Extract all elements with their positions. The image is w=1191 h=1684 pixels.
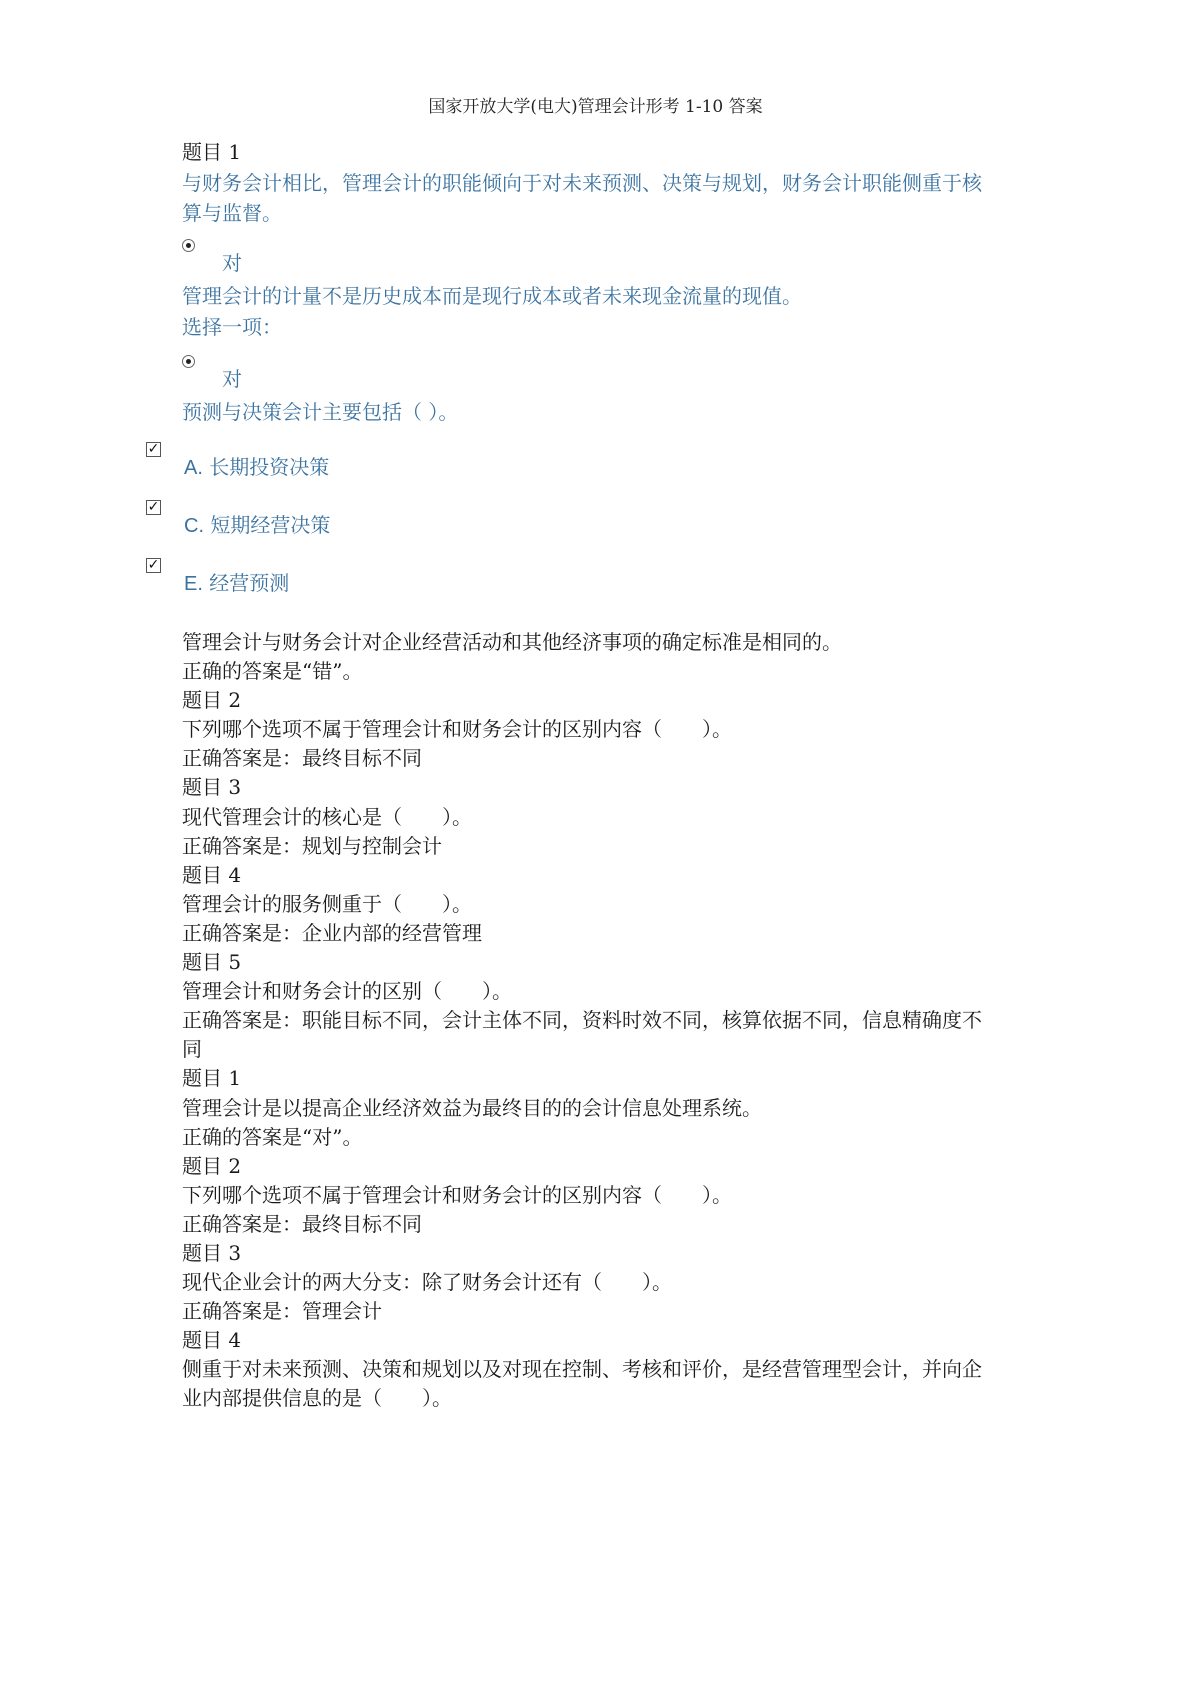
- list-item: 正确答案是：管理会计: [182, 1299, 382, 1324]
- checkbox-checked[interactable]: ✓: [147, 499, 160, 515]
- list-item: 管理会计的服务侧重于（ ）。: [182, 891, 472, 916]
- radio-button-selected[interactable]: [182, 355, 195, 368]
- option-label: 短期经营决策: [210, 513, 331, 537]
- option-label: 对: [222, 251, 242, 275]
- question-heading: 题目 2: [182, 1153, 242, 1178]
- list-item: 管理会计与财务会计对企业经营活动和其他经济事项的确定标准是相同的。: [182, 630, 842, 654]
- list-item: 管理会计是以提高企业经济效益为最终目的的会计信息处理系统。: [182, 1095, 762, 1120]
- list-item: 正确答案是：最终目标不同: [182, 746, 422, 771]
- question-heading: 题目 3: [182, 775, 242, 800]
- list-item: 正确答案是：职能目标不同，会计主体不同，资料时效不同，核算依据不同，信息精确度不: [182, 1008, 982, 1033]
- option-letter: E.: [184, 573, 203, 595]
- list-item: 管理会计和财务会计的区别（ ）。: [182, 979, 512, 1004]
- option-letter: A.: [184, 457, 203, 479]
- question-heading: 题目 4: [182, 862, 242, 887]
- list-item: 现代管理会计的核心是（ ）。: [182, 804, 472, 829]
- list-item: 下列哪个选项不属于管理会计和财务会计的区别内容（ ）。: [182, 1182, 732, 1207]
- checkbox-checked[interactable]: ✓: [147, 441, 160, 457]
- question-heading: 题目 2: [182, 688, 242, 713]
- list-item: 正确的答案是“对”。: [182, 1124, 363, 1149]
- question-heading: 题目 3: [182, 1240, 242, 1265]
- question-text: 与财务会计相比，管理会计的职能倾向于对未来预测、决策与规划，财务会计职能侧重于核算与监督。: [182, 171, 982, 225]
- checkbox-checked[interactable]: ✓: [147, 557, 160, 573]
- question-heading: 题目 1: [182, 1066, 242, 1091]
- list-item: 正确的答案是“错”。: [182, 659, 363, 684]
- option-letter: C.: [184, 515, 204, 537]
- answer-list: [182, 628, 1032, 1414]
- question-text: 管理会计的计量不是历史成本而是现行成本或者未来现金流量的现值。: [182, 284, 802, 308]
- question-3-block: [182, 397, 1032, 428]
- question-heading: 题目 4: [182, 1328, 242, 1353]
- list-item: 同: [182, 1037, 202, 1062]
- page-title: 国家开放大学(电大)管理会计形考 1-10 答案: [428, 97, 763, 117]
- list-item: 侧重于对未来预测、决策和规划以及对现在控制、考核和评价，是经营管理型会计，并向企: [182, 1357, 982, 1382]
- list-item: 正确答案是：最终目标不同: [182, 1211, 422, 1236]
- list-item: 正确答案是：规划与控制会计: [182, 833, 442, 858]
- list-item: 正确答案是：企业内部的经营管理: [182, 920, 482, 945]
- question-heading: 题目 1: [182, 140, 242, 164]
- list-item: 现代企业会计的两大分支：除了财务会计还有（ ）。: [182, 1270, 672, 1295]
- question-2-block: [182, 281, 1032, 343]
- select-prompt: 选择一项：: [182, 315, 282, 339]
- question-heading: 题目 5: [182, 950, 242, 975]
- question-text: 预测与决策会计主要包括（ ）。: [182, 400, 459, 424]
- radio-button-selected[interactable]: [182, 239, 195, 252]
- option-label: 对: [222, 367, 242, 391]
- list-item: 业内部提供信息的是（ ）。: [182, 1386, 452, 1411]
- list-item: 下列哪个选项不属于管理会计和财务会计的区别内容（ ）。: [182, 717, 732, 742]
- question-1-block: [182, 137, 1032, 228]
- option-label: 长期投资决策: [209, 455, 330, 479]
- option-label: 经营预测: [209, 571, 290, 595]
